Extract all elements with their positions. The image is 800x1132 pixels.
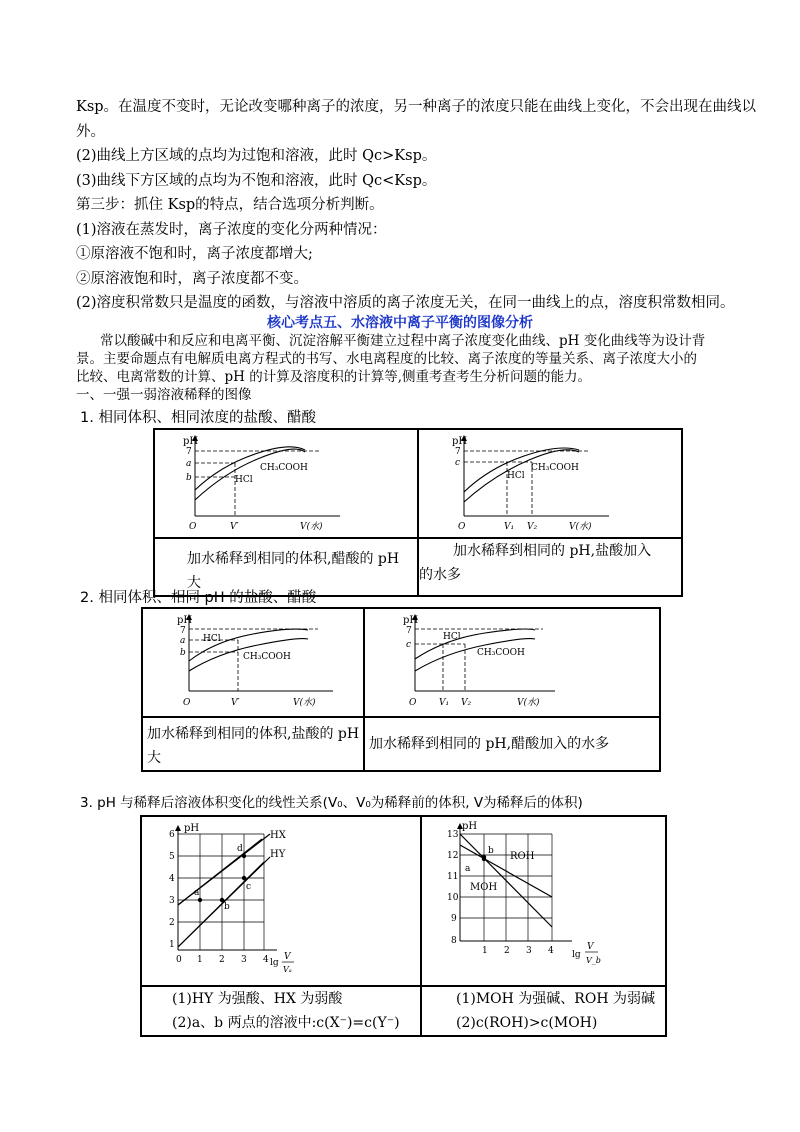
s3-caption-right: (1)MOH 为强碱、ROH 为弱碱 (2)c(ROH)>c(MOH) xyxy=(421,986,666,1036)
svg-text:V₂: V₂ xyxy=(461,698,472,708)
svg-text:7: 7 xyxy=(186,447,192,457)
svg-text:3: 3 xyxy=(169,896,175,906)
intro-line-6: (1)溶液在蒸发时，离子浓度的变化分两种情况： xyxy=(76,222,387,238)
intro-line-4: (3)曲线下方区域的点均为不饱和溶液，此时 Qc<Ksp。 xyxy=(76,173,437,189)
s2-graph-left xyxy=(142,608,364,717)
svg-text:CH₃COOH: CH₃COOH xyxy=(531,463,579,473)
ph-label: pH xyxy=(183,436,199,447)
svg-text:2: 2 xyxy=(504,946,510,956)
svg-text:V′: V′ xyxy=(230,522,239,532)
svg-text:a: a xyxy=(186,459,192,469)
svg-text:7: 7 xyxy=(455,447,461,457)
svg-text:lg: lg xyxy=(270,958,279,968)
svg-text:4: 4 xyxy=(548,946,554,956)
s1-graph-left xyxy=(154,429,418,538)
svg-text:1: 1 xyxy=(169,940,175,950)
svg-text:2: 2 xyxy=(219,955,225,965)
svg-text:V_b: V_b xyxy=(586,956,601,965)
svg-text:a: a xyxy=(194,888,200,898)
svg-text:2: 2 xyxy=(169,918,175,928)
svg-text:3: 3 xyxy=(526,946,532,956)
svg-text:V₂: V₂ xyxy=(527,522,538,532)
svg-text:HCl: HCl xyxy=(203,634,221,644)
svg-text:11: 11 xyxy=(447,872,459,882)
svg-text:V: V xyxy=(284,952,291,962)
svg-text:HY: HY xyxy=(270,849,286,860)
svg-text:CH₃COOH: CH₃COOH xyxy=(477,648,525,658)
s2-title: 2. 相同体积、相同 pH 的盐酸、醋酸 xyxy=(80,590,317,606)
svg-text:O: O xyxy=(409,698,417,708)
s2-table xyxy=(141,607,661,772)
svg-text:pH: pH xyxy=(177,615,193,626)
svg-text:c: c xyxy=(455,458,461,468)
s1-caption-right: 加水稀释到相同的 pH,盐酸加入 的水多 xyxy=(418,538,682,596)
svg-text:7: 7 xyxy=(180,626,186,636)
intro-line-7: ①原溶液不饱和时，离子浓度都增大; xyxy=(76,246,313,262)
svg-text:CH₃COOH: CH₃COOH xyxy=(243,652,291,662)
s2-graph-right xyxy=(364,608,660,717)
s3-graph-right xyxy=(421,816,666,986)
s3-graph-left xyxy=(141,816,421,986)
svg-text:b: b xyxy=(488,846,494,856)
intro-line-9: (2)溶度积常数只是温度的函数，与溶液中溶质的离子浓度无关，在同一曲线上的点，溶度积常数相同。 xyxy=(76,295,735,311)
svg-text:6: 6 xyxy=(169,830,175,840)
para-line-1: 常以酸碱中和反应和电离平衡、沉淀溶解平衡建立过程中离子浓度变化曲线、pH 变化曲线等为设计背 xyxy=(100,333,706,349)
s1-table xyxy=(153,428,683,597)
svg-text:5: 5 xyxy=(169,852,175,862)
svg-text:pH: pH xyxy=(462,821,478,832)
svg-text:9: 9 xyxy=(451,914,457,924)
intro-line-1: Ksp。在温度不变时，无论改变哪种离子的浓度，另一种离子的浓度只能在曲线上变化，不会出现在曲线以 xyxy=(76,99,757,115)
svg-text:10: 10 xyxy=(447,893,459,903)
svg-text:c: c xyxy=(406,640,412,650)
svg-text:b: b xyxy=(224,902,230,912)
svg-text:7: 7 xyxy=(406,626,412,636)
svg-text:pH: pH xyxy=(184,823,200,834)
svg-text:pH: pH xyxy=(403,615,419,626)
para-line-3: 比较、电离常数的计算、pH 的计算及溶度积的计算等,侧重考查考生分析问题的能力。 xyxy=(76,369,591,385)
svg-text:HX: HX xyxy=(270,830,286,841)
s1-graph-right xyxy=(418,429,682,538)
svg-text:ROH: ROH xyxy=(510,851,535,862)
svg-text:V(水): V(水) xyxy=(517,698,540,708)
svg-text:O: O xyxy=(183,698,191,708)
section-heading: 核心考点五、水溶液中离子平衡的图像分析 xyxy=(267,315,533,331)
svg-text:3: 3 xyxy=(241,955,247,965)
svg-text:c: c xyxy=(246,882,252,892)
svg-text:d: d xyxy=(237,844,243,854)
s1-title: 1. 相同体积、相同浓度的盐酸、醋酸 xyxy=(80,410,316,426)
intro-line-8: ②原溶液饱和时，离子浓度都不变。 xyxy=(76,271,308,287)
s2-caption-right: 加水稀释到相同的 pH,醋酸加入的水多 xyxy=(364,717,660,771)
svg-text:1: 1 xyxy=(482,946,488,956)
svg-text:a: a xyxy=(180,636,186,646)
svg-text:V₁: V₁ xyxy=(439,698,450,708)
svg-text:4: 4 xyxy=(169,874,175,884)
svg-text:0: 0 xyxy=(176,955,182,965)
svg-text:V(水): V(水) xyxy=(569,522,592,532)
svg-text:13: 13 xyxy=(447,830,459,840)
svg-text:4: 4 xyxy=(263,955,269,965)
svg-text:HCl: HCl xyxy=(235,475,253,485)
s1-caption-left: 加水稀释到相同的体积,醋酸的 pH 大 xyxy=(154,538,418,596)
svg-text:12: 12 xyxy=(447,851,459,861)
s3-title: 3. pH 与稀释后溶液体积变化的线性关系(V₀、V₀为稀释前的体积, V为稀释后的体积) xyxy=(80,795,583,811)
svg-text:a: a xyxy=(465,864,471,874)
svg-text:HCl: HCl xyxy=(507,471,525,481)
svg-text:pH: pH xyxy=(452,436,468,447)
svg-text:lg: lg xyxy=(572,950,581,960)
svg-text:MOH: MOH xyxy=(470,882,498,893)
svg-text:CH₃COOH: CH₃COOH xyxy=(260,463,308,473)
svg-text:V(水): V(水) xyxy=(300,522,323,532)
svg-text:1: 1 xyxy=(197,955,203,965)
svg-text:b: b xyxy=(180,648,186,658)
svg-text:Vₐ: Vₐ xyxy=(283,965,292,974)
svg-text:V′: V′ xyxy=(231,698,240,708)
svg-text:8: 8 xyxy=(451,936,457,946)
intro-line-3: (2)曲线上方区域的点均为过饱和溶液，此时 Qc>Ksp。 xyxy=(76,148,437,164)
svg-text:O: O xyxy=(458,522,466,532)
s3-caption-left: (1)HY 为强酸、HX 为弱酸 (2)a、b 两点的溶液中:c(X⁻)=c(Y⁻) xyxy=(141,986,421,1036)
svg-text:V(水): V(水) xyxy=(293,698,316,708)
para-line-2: 景。主要命题点有电解质电离方程式的书写、水电离程度的比较、离子浓度的等量关系、离子浓度大小的 xyxy=(76,351,697,367)
svg-text:V: V xyxy=(587,942,594,952)
svg-text:V₁: V₁ xyxy=(504,522,515,532)
intro-line-2: 外。 xyxy=(76,124,105,140)
s3-table xyxy=(140,815,667,1037)
section-title: 一、一强一弱溶液稀释的图像 xyxy=(76,387,252,403)
intro-line-5: 第三步：抓住 Ksp的特点，结合选项分析判断。 xyxy=(76,197,384,213)
svg-text:b: b xyxy=(186,473,192,483)
svg-text:O: O xyxy=(189,522,197,532)
s2-caption-left: 加水稀释到相同的体积,盐酸的 pH 大 xyxy=(142,717,364,771)
svg-text:HCl: HCl xyxy=(443,632,461,642)
